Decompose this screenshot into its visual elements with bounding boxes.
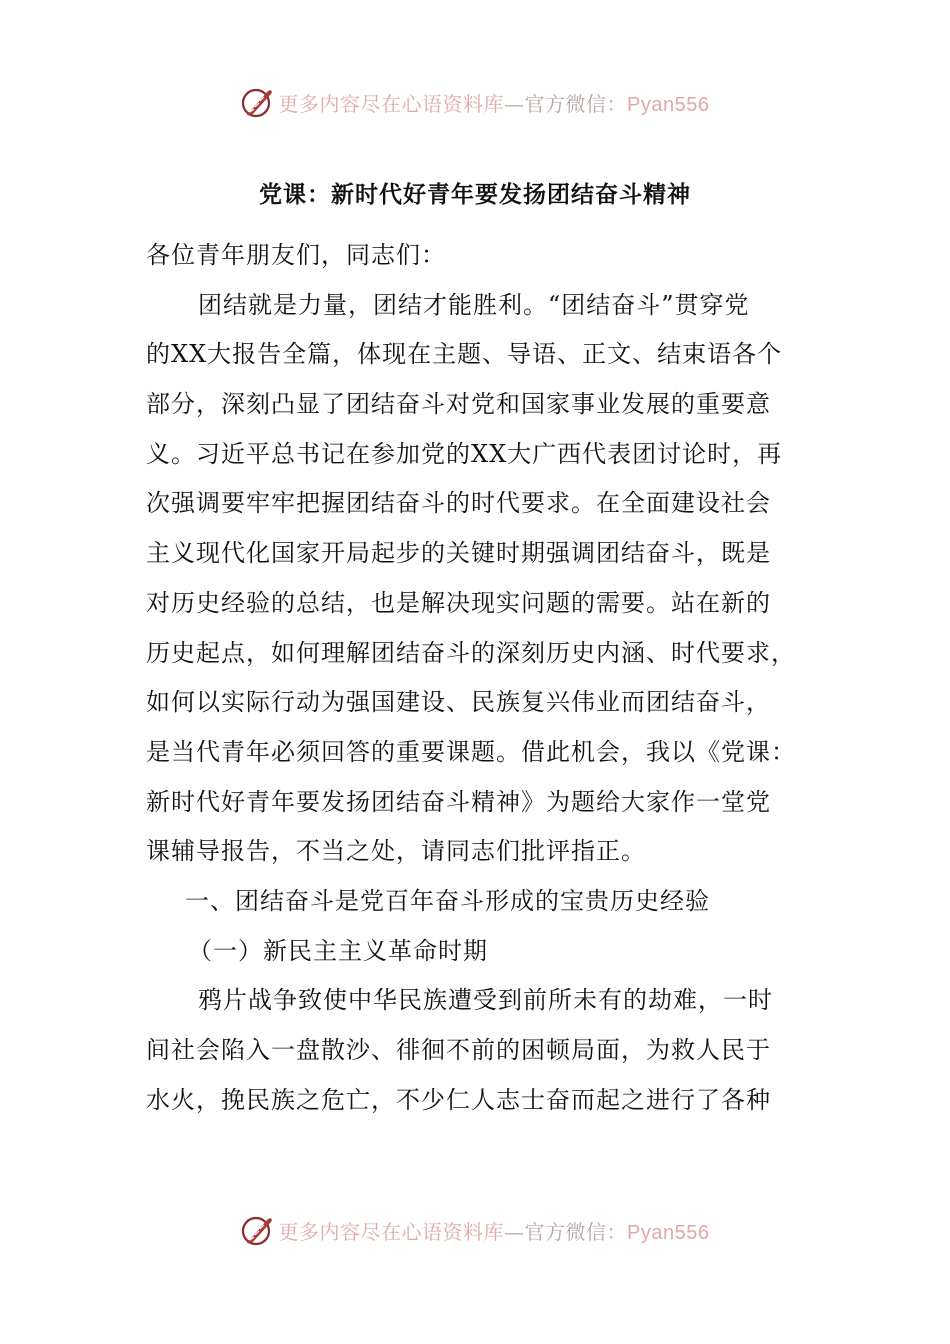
paragraph-line: 对历史经验的总结，也是解决现实问题的需要。站在新的 (146, 588, 771, 617)
watermark-text (279, 1216, 710, 1245)
watermark-wechat-id: Pyan556 (627, 1221, 710, 1244)
paragraph-line: 如何以实际行动为强国建设、民族复兴伟业而团结奋斗， (146, 688, 771, 717)
paragraph-line: 义。习近平总书记在参加党的XX大广西代表团讨论时，再 (146, 439, 783, 468)
watermark-official-label: 官方微信： (524, 91, 628, 116)
paragraph-line: 鸦片战争致使中华民族遭受到前所未有的劫难，一时 (198, 986, 773, 1015)
paragraph-line: 水火，挽民族之危亡，不少仁人志士奋而起之进行了各种 (146, 1085, 771, 1114)
paragraph-line: 团结就是力量，团结才能胜利。“团结奋斗”贯穿党 (198, 290, 750, 319)
document-title: 党课：新时代好青年要发扬团结奋斗精神 (259, 181, 691, 208)
paragraph-line: 历史起点，如何理解团结奋斗的深刻历史内涵、时代要求， (146, 638, 796, 667)
quill-pen-logo-icon (241, 1213, 275, 1247)
watermark-wechat-id: Pyan556 (627, 93, 710, 116)
paragraph-line: 的XX大报告全篇，体现在主题、导语、正文、结束语各个 (146, 340, 783, 369)
subsection-heading: （一）新民主主义革命时期 (188, 936, 488, 965)
header-watermark-banner (0, 82, 950, 122)
watermark-text (279, 88, 710, 117)
watermark-separator: — (504, 91, 525, 116)
paragraph-line: 课辅导报告，不当之处，请同志们批评指正。 (146, 837, 646, 866)
watermark-site-name: 更多内容尽在心语资料库 (278, 91, 505, 116)
watermark-separator: — (504, 1219, 525, 1244)
footer-watermark-banner (0, 1210, 950, 1250)
document-body (146, 231, 798, 1125)
paragraph-line: 新时代好青年要发扬团结奋斗精神》为题给大家作一堂党 (146, 787, 771, 816)
paragraph-line: 次强调要牢牢把握团结奋斗的时代要求。在全面建设社会 (146, 489, 771, 518)
salutation-line: 各位青年朋友们，同志们： (146, 241, 446, 269)
paragraph-line: 主义现代化国家开局起步的关键时期强调团结奋斗，既是 (146, 539, 771, 568)
paragraph-line: 是当代青年必须回答的重要课题。借此机会，我以《党课： (146, 737, 796, 766)
paragraph-line: 间社会陷入一盘散沙、徘徊不前的困顿局面，为救人民于 (146, 1036, 771, 1064)
watermark-official-label: 官方微信： (524, 1219, 628, 1244)
watermark-site-name: 更多内容尽在心语资料库 (278, 1219, 505, 1244)
quill-pen-logo-icon (241, 85, 275, 119)
paragraph-line: 部分，深刻凸显了团结奋斗对党和国家事业发展的重要意 (146, 390, 771, 419)
section-heading: 一、团结奋斗是党百年奋斗形成的宝贵历史经验 (185, 886, 710, 915)
